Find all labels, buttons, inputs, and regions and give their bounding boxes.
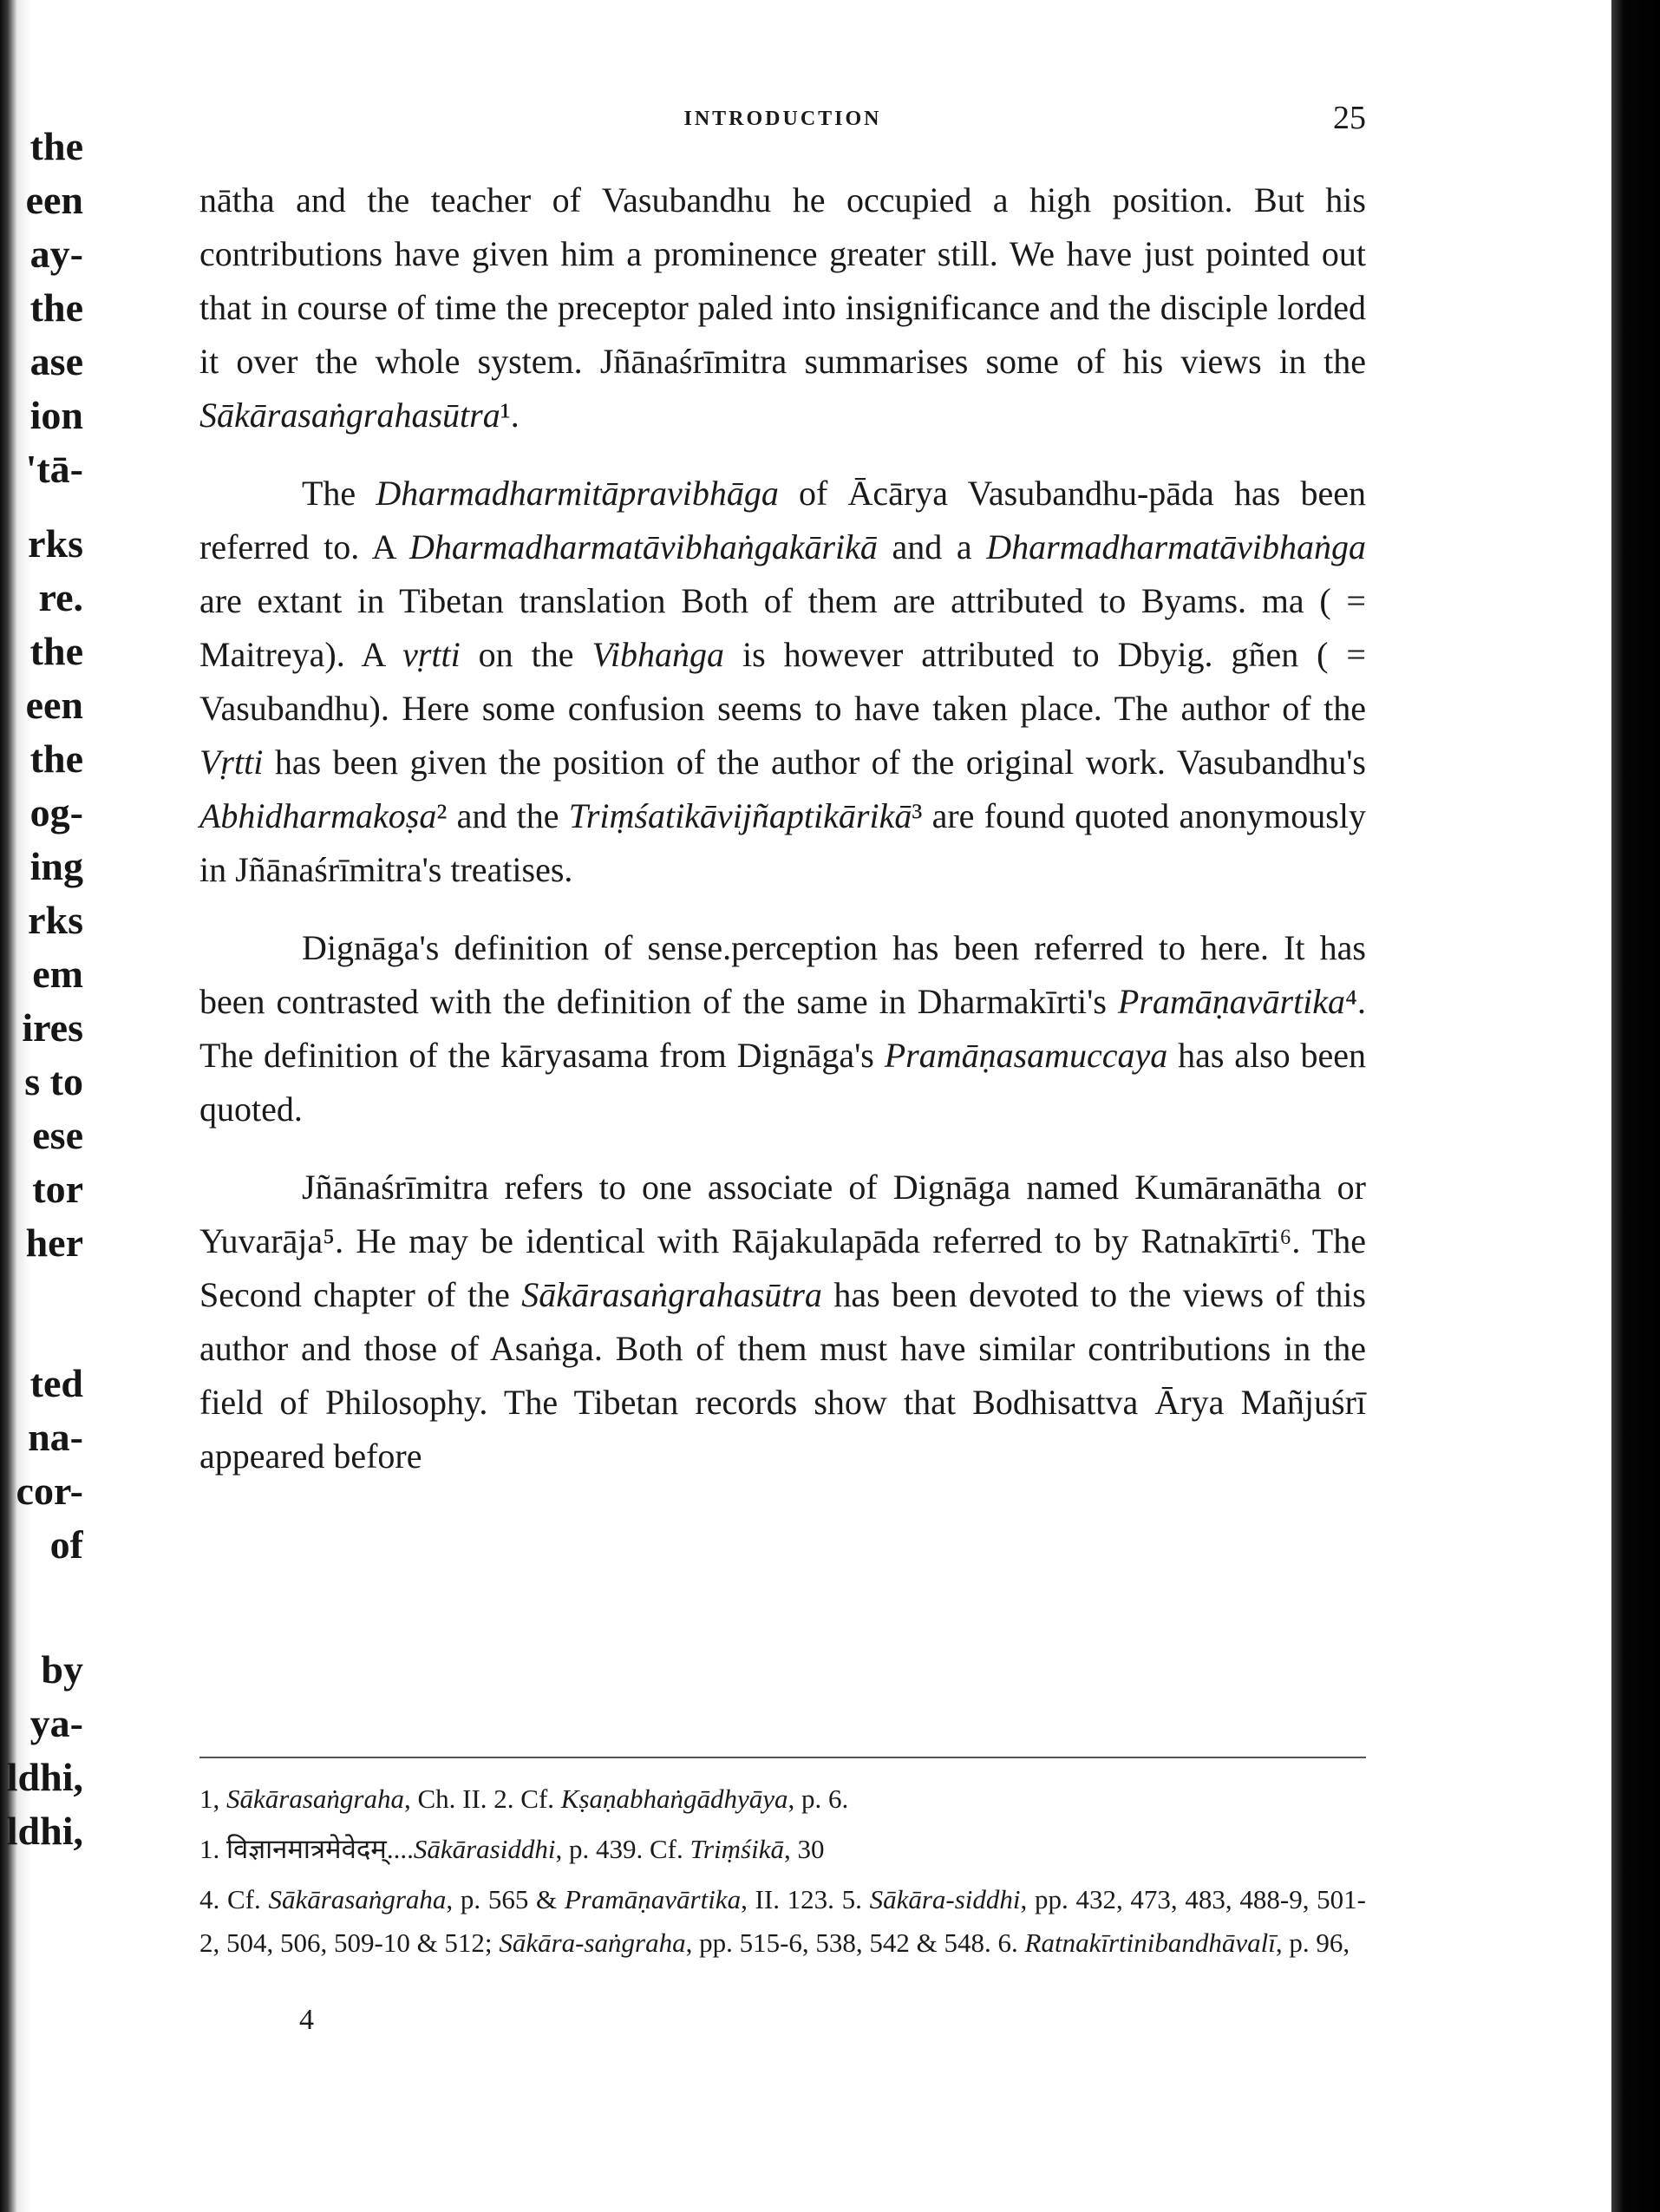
italic-title: Vibhaṅga bbox=[591, 635, 725, 674]
margin-fragment: ldhi, bbox=[6, 1809, 83, 1853]
text-run: on the bbox=[460, 635, 592, 674]
margin-fragment: rks bbox=[28, 521, 83, 566]
margin-fragment: re. bbox=[38, 575, 83, 619]
italic-title: Sākārasaṅgraha bbox=[268, 1884, 447, 1914]
margin-fragment: na- bbox=[28, 1415, 83, 1459]
italic-title: Triṃśikā bbox=[689, 1834, 784, 1864]
margin-fragment: ya- bbox=[29, 1701, 83, 1745]
text-run: ² and the bbox=[436, 796, 569, 835]
margin-fragment: 'tā- bbox=[25, 447, 83, 491]
footnote-line-1 bbox=[199, 1777, 1366, 1821]
text-run: ⁴. The definition of the kāryasama from Dignāga's bbox=[199, 982, 1366, 1075]
margin-fragment: ese bbox=[32, 1113, 83, 1157]
text-run: , p. 565 & bbox=[446, 1884, 565, 1914]
text-run: , II. 123. 5. bbox=[741, 1884, 870, 1914]
footnote-line-2 bbox=[199, 1828, 1366, 1871]
footnote-line-3 bbox=[199, 1878, 1366, 1965]
margin-fragment: ay- bbox=[29, 232, 83, 276]
paragraph-2 bbox=[199, 467, 1366, 897]
text-run: , p. 6. bbox=[788, 1783, 849, 1814]
text-run: Dignāga's definition of sense.perception has been referred to here. It has been contrasted with the definition of the same in Dharmakīrti's bbox=[199, 928, 1366, 1021]
text-run: The bbox=[302, 474, 376, 513]
paragraph-3 bbox=[199, 921, 1366, 1136]
margin-fragment: een bbox=[25, 178, 83, 222]
margin-fragment: een bbox=[25, 683, 83, 727]
italic-title: Pramāṇavārtika bbox=[564, 1884, 742, 1914]
italic-title: Sākārasiddhi bbox=[413, 1834, 556, 1864]
italic-title: Sākāra-siddhi bbox=[869, 1884, 1021, 1914]
margin-fragment: rks bbox=[28, 898, 83, 942]
margin-fragment: the bbox=[29, 736, 83, 781]
italic-title: Sākāra-saṅgraha bbox=[499, 1927, 686, 1958]
margin-fragment: ing bbox=[29, 844, 83, 888]
text-run: , p. 96, bbox=[1275, 1927, 1350, 1958]
margin-fragment: by bbox=[41, 1647, 83, 1692]
page-header bbox=[199, 95, 1366, 147]
text-run: nātha and the teacher of Vasubandhu he occupied a high position. But his contributions have given him a prominence greater still. We have just pointed out that in course of time the preceptor paled into insignificance and the disciple lorded it over the whole system. Jñānaśrīmitra summarises some of his views in the bbox=[199, 180, 1366, 381]
margin-fragment: ted bbox=[29, 1361, 83, 1405]
text-run: , pp. 515-6, 538, 542 & 548. 6. bbox=[685, 1927, 1025, 1958]
text-run: , pp. 432, 473, 483, 488-9, 501-2, 504, 506, 509-10 & 512; bbox=[199, 1884, 1366, 1958]
margin-fragment: ase bbox=[29, 339, 83, 383]
italic-title: Dharmadharmatāvibhaṅgakārikā bbox=[408, 527, 878, 566]
text-run: ³ are found quoted anonymously in Jñānaśrīmitra's treatises. bbox=[199, 796, 1366, 889]
italic-title: Abhidharmakoṣa bbox=[199, 796, 437, 835]
running-head: INTRODUCTION bbox=[683, 108, 882, 130]
body-text bbox=[199, 173, 1366, 1508]
text-run: and a bbox=[877, 527, 987, 566]
text-run: has been given the position of the author of the original work. Vasubandhu's bbox=[263, 743, 1366, 782]
italic-title: Triṃśatikāvijñaptikārikā bbox=[568, 796, 912, 835]
text-run: has been devoted to the views of this author and those of Asaṅga. Both of them must have similar contributions in the field of Philosophy. The Tibetan records show that Bodhisattva Ārya Mañjuśrī appeared before bbox=[199, 1275, 1366, 1476]
text-run: ¹. bbox=[500, 396, 520, 435]
italic-title: Ratnakīrtinibandhāvalī bbox=[1024, 1927, 1276, 1958]
margin-fragment: s to bbox=[24, 1059, 83, 1103]
margin-fragment: cor- bbox=[16, 1469, 83, 1513]
margin-fragment: ires bbox=[22, 1005, 83, 1050]
italic-title: vṛtti bbox=[402, 635, 461, 674]
footnotes bbox=[199, 1757, 1366, 1972]
text-run: has also been quoted. bbox=[199, 1036, 1367, 1129]
text-run: of Ācārya Vasubandhu-pāda has been referred to. A bbox=[199, 474, 1367, 566]
margin-fragment: og- bbox=[29, 790, 83, 834]
margin-fragment: tor bbox=[32, 1167, 83, 1211]
text-run: are extant in Tibetan translation Both of them are attributed to Byams. ma ( = Maitreya). A bbox=[199, 581, 1366, 674]
italic-title: Dharmadharmatāvibhaṅga bbox=[986, 527, 1366, 566]
margin-fragment: ldhi, bbox=[6, 1755, 83, 1799]
italic-title: Vṛtti bbox=[199, 743, 264, 782]
italic-title: Sākārasaṅgrahasūtra bbox=[199, 396, 500, 435]
paragraph-1 bbox=[199, 173, 1366, 442]
text-run: 1, bbox=[199, 1783, 226, 1814]
text-run: , 30 bbox=[783, 1834, 825, 1864]
margin-fragment: the bbox=[29, 629, 83, 673]
text-run: , p. 439. Cf. bbox=[555, 1834, 690, 1864]
italic-title: Pramāṇasamuccaya bbox=[884, 1036, 1168, 1075]
margin-fragment: the bbox=[29, 285, 83, 330]
margin-fragment: ion bbox=[29, 393, 83, 437]
margin-fragment: of bbox=[49, 1522, 83, 1567]
text-run: Jñānaśrīmitra refers to one associate of Dignāga named Kumāranātha or Yuvarāja⁵. He may be identical with Rājakulapāda referred to by Ratnakīrti⁶. The Second chapter of the bbox=[199, 1168, 1366, 1314]
margin-fragment: the bbox=[29, 124, 83, 168]
italic-title: Pramāṇavārtika bbox=[1117, 982, 1346, 1021]
text-run: 1. विज्ञानमात्रमेवेदम्.... bbox=[199, 1834, 414, 1864]
italic-title: Sākārasaṅgraha bbox=[226, 1783, 404, 1814]
italic-title: Kṣaṇabhaṅgādhyāya bbox=[560, 1783, 788, 1814]
text-run: is however attributed to Dbyig. gñen ( = Vasubandhu). Here some confusion seems to have taken place. The author of the bbox=[199, 635, 1366, 728]
page-number: 25 bbox=[1333, 100, 1366, 136]
right-scan-edge bbox=[1611, 0, 1660, 2212]
italic-title: Dharmadharmitāpravibhāga bbox=[376, 474, 779, 513]
paragraph-4 bbox=[199, 1161, 1366, 1483]
margin-fragment: em bbox=[32, 952, 83, 996]
text-run: 4. Cf. bbox=[199, 1884, 269, 1914]
italic-title: Sākārasaṅgrahasūtra bbox=[521, 1275, 822, 1314]
margin-fragment: her bbox=[25, 1221, 83, 1265]
text-run: , Ch. II. 2. Cf. bbox=[403, 1783, 561, 1814]
signature-mark: 4 bbox=[299, 2004, 314, 2036]
